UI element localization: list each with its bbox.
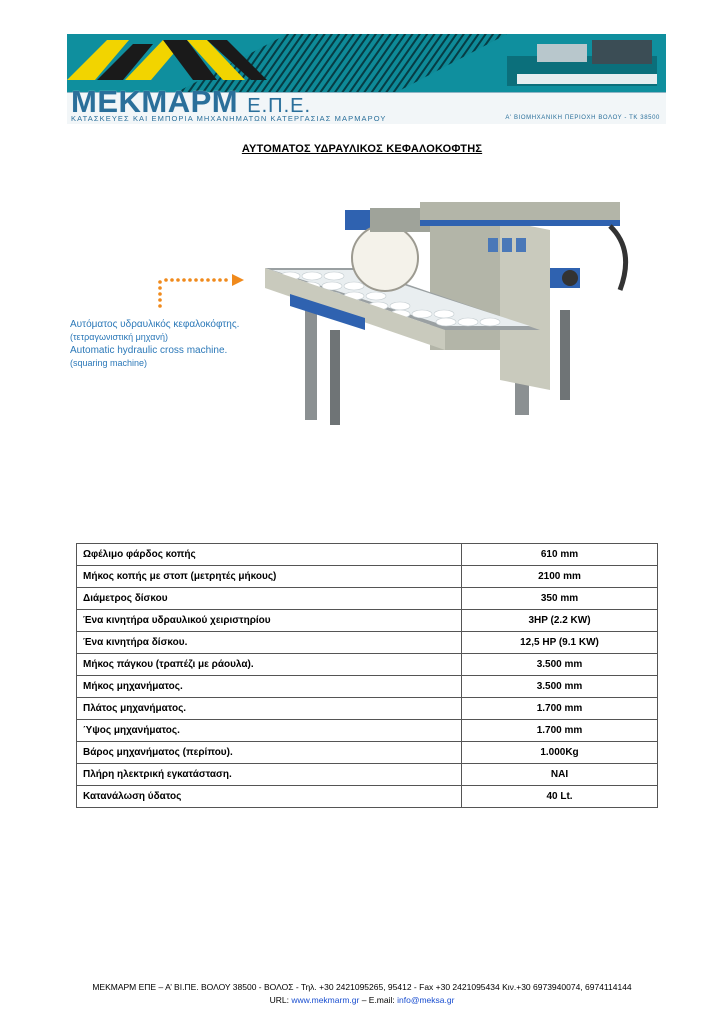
spec-name: Ένα κινητήρα δίσκου. (77, 632, 462, 654)
table-row (77, 786, 658, 808)
spec-name: Μήκος πάγκου (τραπέζι με ράουλα). (77, 654, 462, 676)
spec-name: Πλήρη ηλεκτρική εγκατάσταση. (77, 764, 462, 786)
company-tagline: ΚΑΤΑΣΚΕΥΕΣ ΚΑΙ ΕΜΠΟΡΙΑ ΜΗΧΑΝΗΜΑΤΩΝ ΚΑΤΕΡΓΑΣΙΑΣ ΜΑΡΜΑΡΟΥ (71, 114, 387, 123)
footer-url-label: URL: (269, 995, 292, 1005)
page-title: ΑΥΤΟΜΑΤΟΣ ΥΔΡΑΥΛΙΚΟΣ ΚΕΦΑΛΟΚΟΦΤΗΣ (241, 143, 483, 155)
footer-separator: – E.mail: (359, 995, 398, 1005)
spec-name: Ωφέλιμο φάρδος κοπής (77, 544, 462, 566)
table-row (77, 610, 658, 632)
spec-name: Διάμετρος δίσκου (77, 588, 462, 610)
table-row (77, 676, 658, 698)
caption-english-subtitle: (squaring machine) (70, 358, 148, 368)
website-link[interactable]: www.mekmarm.gr (291, 995, 360, 1005)
page-footer (0, 981, 724, 1007)
spec-value: 40 Lt. (462, 786, 658, 808)
machine-illustration (250, 190, 640, 440)
spec-value: 1.000Kg (462, 742, 658, 764)
spec-name: Βάρος μηχανήματος (περίπου). (77, 742, 462, 764)
email-link[interactable]: info@meksa.gr (397, 995, 455, 1005)
table-row (77, 544, 658, 566)
spec-name: Μήκος κοπής με στοπ (μετρητές μήκους) (77, 566, 462, 588)
caption-greek-title: Αυτόματος υδραυλικός κεφαλοκόφτης. (70, 319, 240, 330)
callout-arrow-icon (150, 270, 250, 314)
spec-value: ΝΑΙ (462, 764, 658, 786)
machine-caption (70, 318, 239, 370)
spec-value: 1.700 mm (462, 698, 658, 720)
spec-name: Κατανάλωση ύδατος (77, 786, 462, 808)
header-banner (67, 34, 666, 124)
table-row (77, 720, 658, 742)
spec-value: 3.500 mm (462, 654, 658, 676)
table-row (77, 698, 658, 720)
company-location: Α' ΒΙΟΜΗΧΑΝΙΚΗ ΠΕΡΙΟΧΗ ΒΟΛΟΥ - ΤΚ 38500 (505, 115, 660, 121)
spec-name: Ύψος μηχανήματος. (77, 720, 462, 742)
table-row (77, 742, 658, 764)
spec-value: 2100 mm (462, 566, 658, 588)
footer-links (0, 994, 724, 1007)
spec-name: Πλάτος μηχανήματος. (77, 698, 462, 720)
table-row (77, 566, 658, 588)
spec-name: Μήκος μηχανήματος. (77, 676, 462, 698)
caption-english-title: Automatic hydraulic cross machine. (70, 345, 228, 356)
spec-value: 12,5 HP (9.1 KW) (462, 632, 658, 654)
spec-value: 610 mm (462, 544, 658, 566)
caption-greek-subtitle: (τετραγωνιστική μηχανή) (70, 332, 168, 342)
spec-value: 350 mm (462, 588, 658, 610)
spec-table (76, 543, 658, 808)
spec-value: 1.700 mm (462, 720, 658, 742)
table-row (77, 764, 658, 786)
table-row (77, 632, 658, 654)
spec-name: Ένα κινητήρα υδραυλικού χειριστηρίου (77, 610, 462, 632)
table-row (77, 654, 658, 676)
company-name: ΜΕΚΜΑΡΜ Ε.Π.Ε. (71, 84, 312, 119)
table-row (77, 588, 658, 610)
spec-value: 3HP (2.2 KW) (462, 610, 658, 632)
footer-contact: ΜΕΚΜΑΡΜ ΕΠΕ – Α’ ΒΙ.ΠΕ. ΒΟΛΟΥ 38500 - ΒΟΛΟΣ - Τηλ. +30 2421095265, 95412 - Fax +30 2421095434 Κιν.+30 6973940074, 6974114144 (92, 982, 632, 992)
spec-value: 3.500 mm (462, 676, 658, 698)
